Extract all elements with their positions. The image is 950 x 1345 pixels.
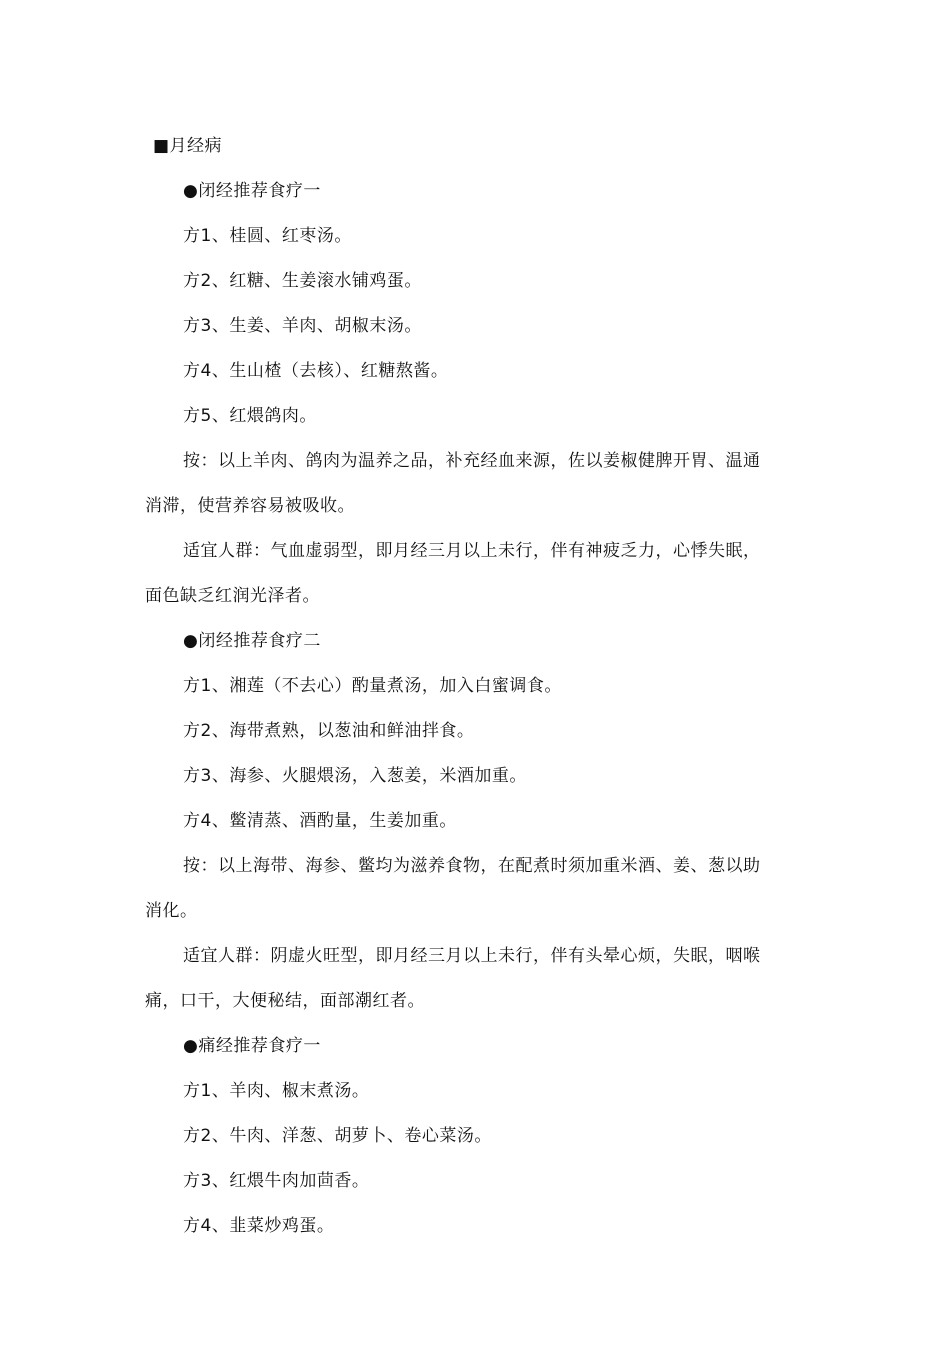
recipe-line: 方1、湘莲（不去心）酌量煮汤，加入白蜜调食。 — [183, 676, 562, 696]
suitable-group-line: 痛，口干，大便秘结，面部潮红者。 — [145, 991, 425, 1011]
suitable-group-line: 适宜人群：气血虚弱型，即月经三月以上未行，伴有神疲乏力，心悸失眠， — [183, 541, 761, 561]
recipe-line: 方4、韭菜炒鸡蛋。 — [183, 1216, 335, 1236]
recipe-line: 方1、桂圆、红枣汤。 — [183, 226, 352, 246]
recipe-line: 方3、海参、火腿煨汤，入葱姜，米酒加重。 — [183, 766, 527, 786]
suitable-group-line: 面色缺乏红润光泽者。 — [145, 586, 320, 606]
recipe-line: 方2、红糖、生姜滚水铺鸡蛋。 — [183, 271, 422, 291]
note-paragraph-line: 按：以上海带、海参、鳖均为滋养食物，在配煮时须加重米酒、姜、葱以助 — [183, 856, 761, 876]
recipe-line: 方3、生姜、羊肉、胡椒末汤。 — [183, 316, 422, 336]
note-paragraph-line: 消滞，使营养容易被吸收。 — [145, 496, 355, 516]
recipe-line: 方5、红煨鸽肉。 — [183, 406, 317, 426]
note-paragraph-line: 按：以上羊肉、鸽肉为温养之品，补充经血来源，佐以姜椒健脾开胃、温通 — [183, 451, 761, 471]
section-heading: ■月经病 — [153, 136, 223, 156]
recipe-line: 方4、生山楂（去核）、红糖熬酱。 — [183, 361, 449, 381]
recipe-line: 方1、羊肉、椒末煮汤。 — [183, 1081, 370, 1101]
subheading-amenorrhea-1: ●闭经推荐食疗一 — [183, 181, 321, 201]
subheading-amenorrhea-2: ●闭经推荐食疗二 — [183, 631, 321, 651]
recipe-line: 方4、鳖清蒸、酒酌量，生姜加重。 — [183, 811, 457, 831]
note-paragraph-line: 消化。 — [145, 901, 198, 921]
recipe-line: 方2、海带煮熟，以葱油和鲜油拌食。 — [183, 721, 475, 741]
recipe-line: 方2、牛肉、洋葱、胡萝卜、卷心菜汤。 — [183, 1126, 492, 1146]
suitable-group-line: 适宜人群：阴虚火旺型，即月经三月以上未行，伴有头晕心烦，失眠，咽喉 — [183, 946, 761, 966]
recipe-line: 方3、红煨牛肉加茴香。 — [183, 1171, 370, 1191]
document-body — [145, 124, 785, 1249]
subheading-dysmenorrhea-1: ●痛经推荐食疗一 — [183, 1036, 321, 1056]
